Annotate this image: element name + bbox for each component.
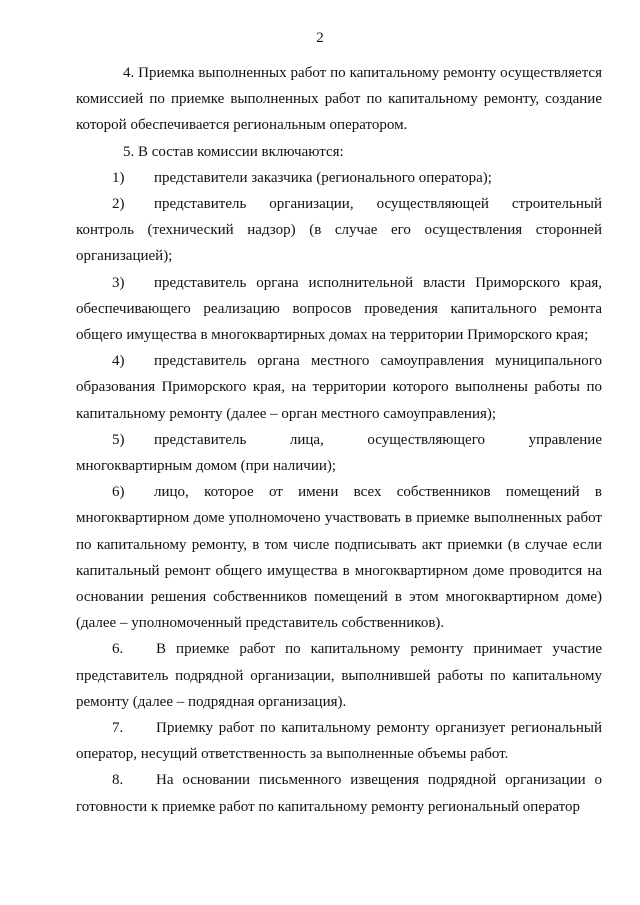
list-item-5 <box>76 427 602 479</box>
list-item-number: 3) <box>112 274 125 291</box>
list-item-number: 4) <box>112 353 125 370</box>
paragraph-number: 7. <box>112 720 124 737</box>
paragraph-text: В приемке работ по капитальному ремонту принимает участие представитель подрядной организации, выполнившей работы по капитальному ремонту (далее – подрядная организация). <box>76 641 602 710</box>
document-body <box>76 60 602 820</box>
list-item-text: представитель лица, осуществляющего управление многоквартирным домом (при наличии); <box>76 431 602 475</box>
list-item-number: 6) <box>112 484 125 501</box>
list-item-2 <box>76 191 602 270</box>
list-item-text: лицо, которое от имени всех собственников помещений в многоквартирном доме уполномочено участвовать в приемке выполненных работ по капитальному ремонту, в том числе подписывать акт приемки (в случае если капитальный ремонт общего имущества в многоквартирном доме проводится на основании решения собственников помещений в этом многоквартирном доме) (далее – уполномоченный представитель собственников). <box>76 484 602 632</box>
paragraph-text: На основании письменного извещения подрядной организации о готовности к приемке работ по капитальному ремонту региональный оператор <box>76 772 602 815</box>
paragraph-7 <box>76 715 602 767</box>
list-item-text: представители заказчика (регионального оператора); <box>154 169 492 186</box>
paragraph-5 <box>76 139 602 165</box>
paragraph-number: 6. <box>112 641 124 658</box>
paragraph-4 <box>76 60 602 139</box>
list-item-number: 1) <box>112 169 125 186</box>
list-item-number: 2) <box>112 196 125 213</box>
paragraph-text: Приемку работ по капитальному ремонту организует региональный оператор, несущий ответственность за выполненные объемы работ. <box>76 720 602 763</box>
list-item-3 <box>76 270 602 349</box>
paragraph-6 <box>76 636 602 715</box>
list-item-text: представитель органа местного самоуправления муниципального образования Приморского края, на территории которого выполнены работы по капитальному ремонту (далее – орган местного самоуправления); <box>76 353 602 422</box>
page-number: 2 <box>316 30 324 46</box>
paragraph-text: 4. Приемка выполненных работ по капитальному ремонту осуществляется комиссией по приемке выполненных работ по капитальному ремонту, создание которой обеспечивается региональным оператором. <box>76 65 602 134</box>
list-item-text: представитель органа исполнительной власти Приморского края, обеспечивающего реализацию вопросов проведения капитального ремонта общего имущества в многоквартирных домах на территории Приморского края; <box>76 274 602 344</box>
list-item-4 <box>76 348 602 427</box>
list-item-text: представитель организации, осуществляющей строительный контроль (технический надзор) (в случае его осуществления сторонней организацией); <box>76 196 602 265</box>
list-item-number: 5) <box>112 431 125 448</box>
list-item-6 <box>76 479 602 636</box>
paragraph-8 <box>76 767 602 819</box>
list-item-1 <box>76 165 602 191</box>
paragraph-number: 8. <box>112 772 124 789</box>
paragraph-text: 5. В состав комиссии включаются: <box>123 143 344 160</box>
